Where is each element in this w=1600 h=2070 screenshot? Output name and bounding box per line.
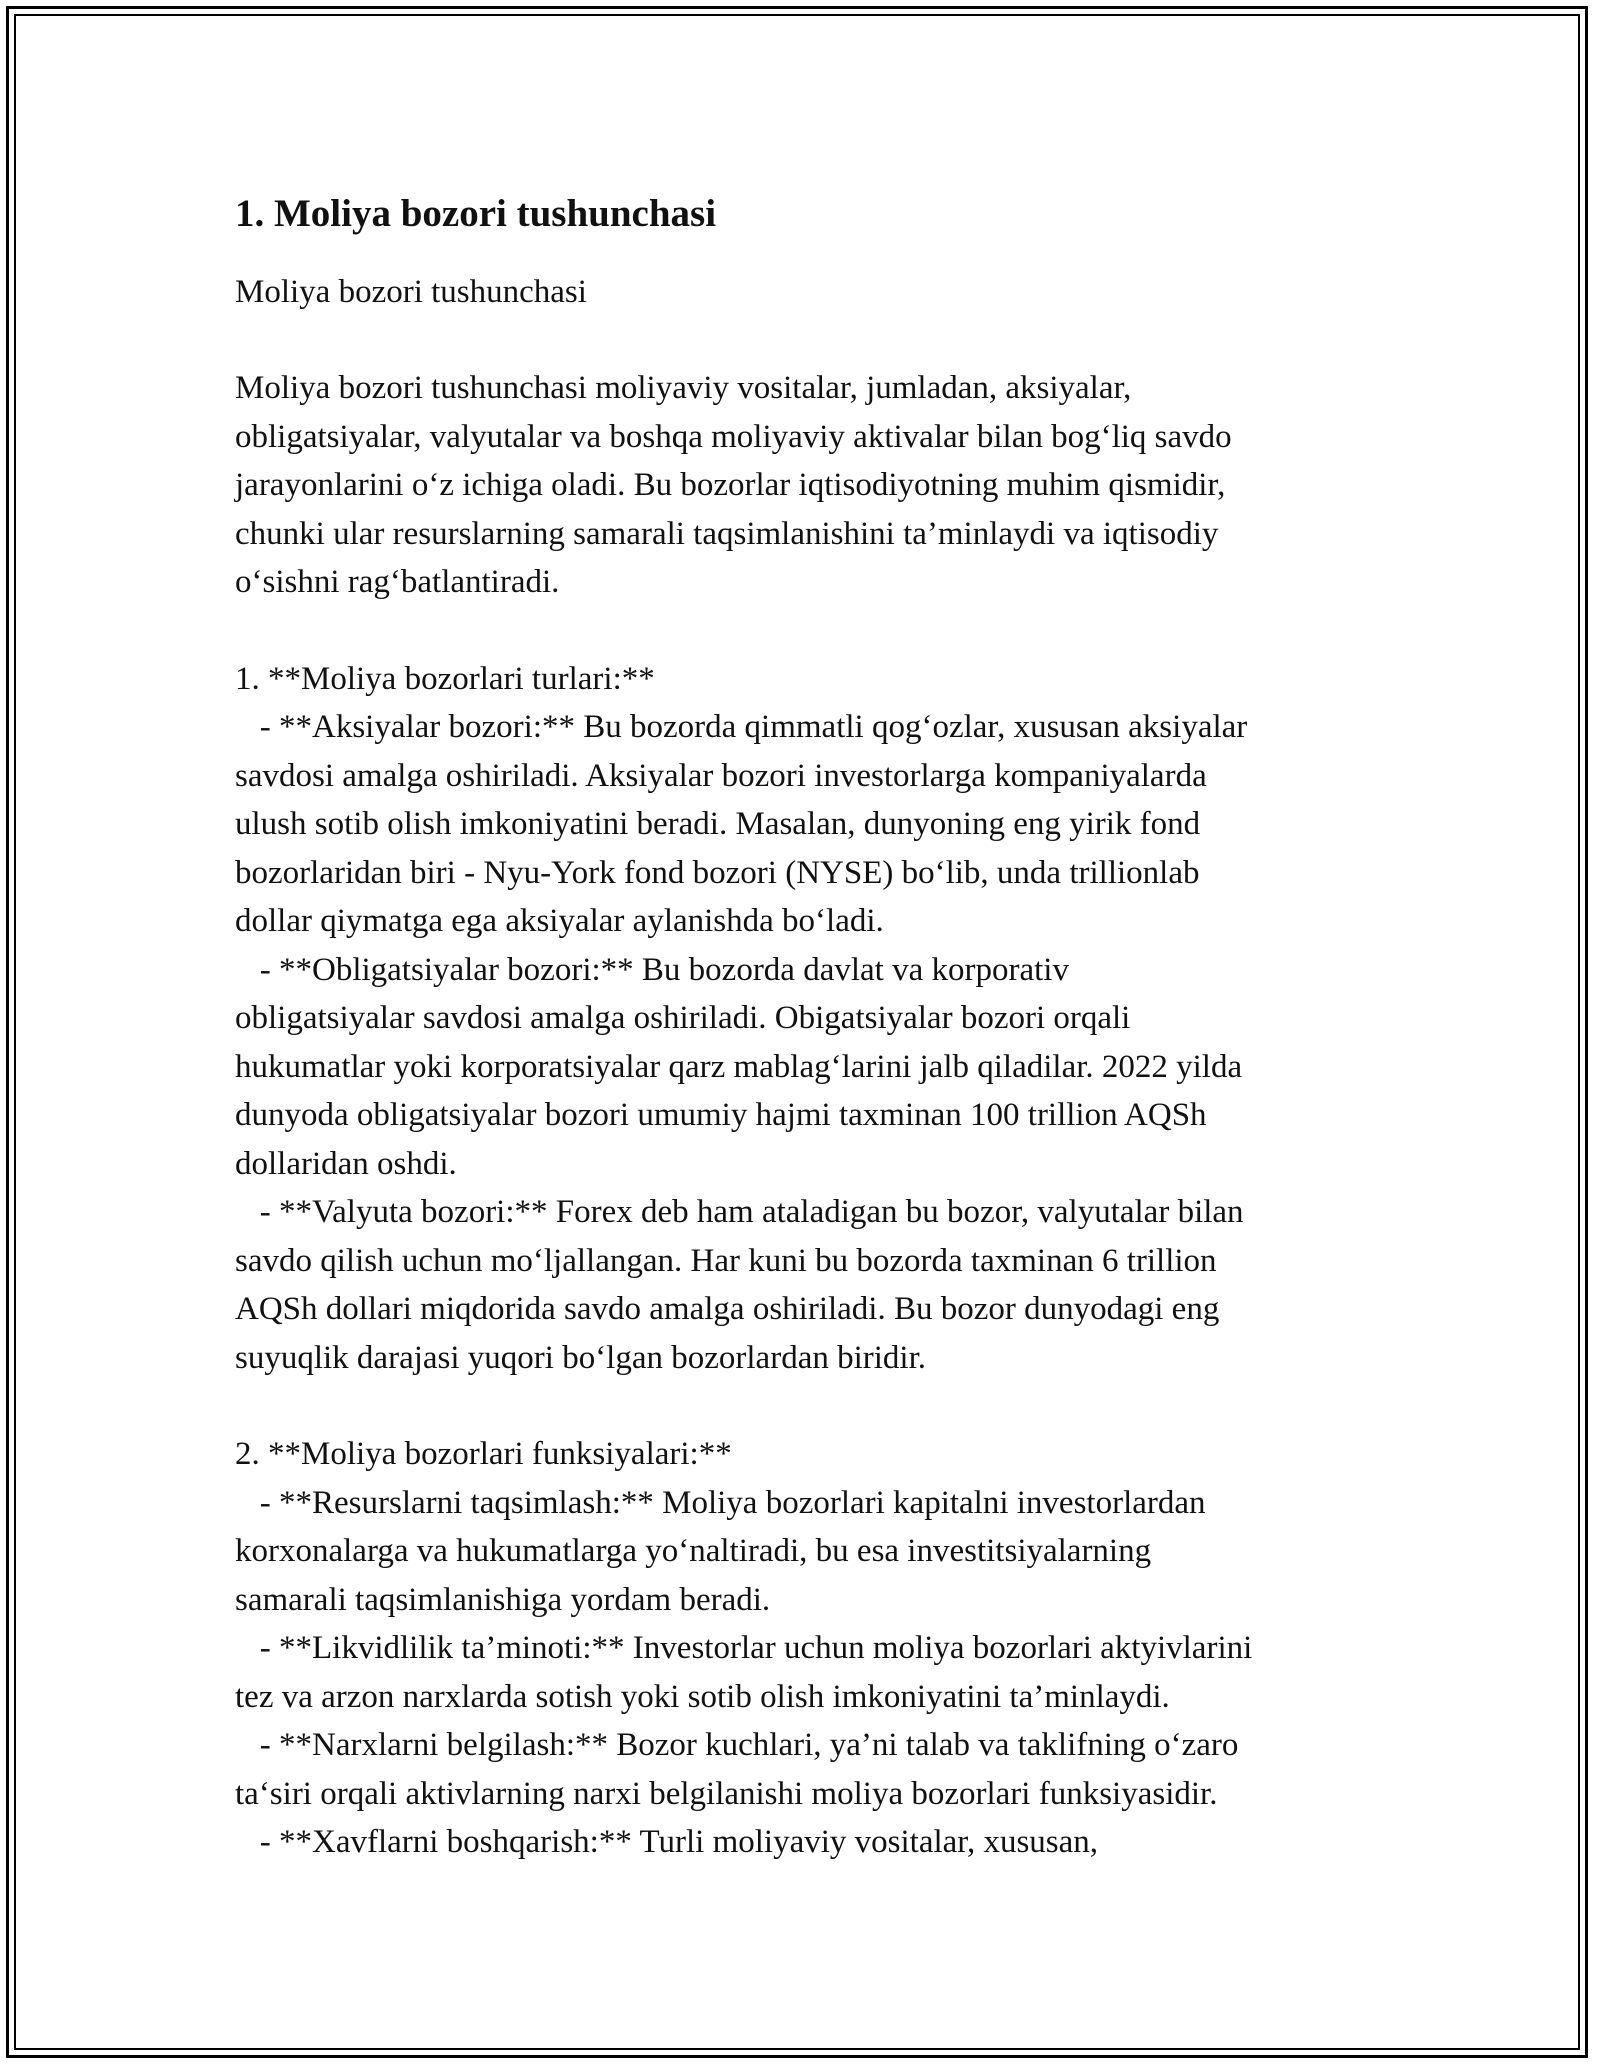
document-body [235, 186, 1385, 1867]
document-heading: 1. Moliya bozori tushunchasi [235, 192, 717, 235]
section-market-functions: 2. **Moliya bozorlari funksiyalari:** - **Resurslarni taqsimlash:** Moliya bozorlari kapitalni investorlardan korxonalarga va hukumatlarga yo‘naltiradi, bu esa investitsiyalarning samarali taqsimlanishiga yordam beradi. - **Likvidlilik ta’minoti:** Investorlar uchun moliya bozorlari aktyivlarini tez va arzon narxlarda sotish yoki sotib olish imkoniyatini ta’minlaydi. - **Narxlarni belgilash:** Bozor kuchlari, ya’ni talab va taklifning o‘zaro ta‘siri orqali aktivlarning narxi belgilanishi moliya bozorlari funksiyasidir. - **Xavflarni boshqarish:** Turli moliyaviy vositalar, xususan, [235, 1436, 1253, 1860]
section-market-types: 1. **Moliya bozorlari turlari:** - **Aksiyalar bozori:** Bu bozorda qimmatli qog‘ozlar, xususan aksiyalar savdosi amalga oshiriladi. Aksiyalar bozori investorlarga kompaniyalarda ulush sotib olish imkoniyatini beradi. Masalan, dunyoning eng yirik fond bozorlaridan biri - Nyu-York fond bozori (NYSE) bo‘lib, unda trillionlab dollar qiymatga ega aksiyalar aylanishda bo‘ladi. - **Obligatsiyalar bozori:** Bu bozorda davlat va korporativ obligatsiyalar savdosi amalga oshiriladi. Obigatsiyalar bozori orqali hukumatlar yoki korporatsiyalar qarz mablag‘larini jalb qiladilar. 2022 yilda dunyoda obligatsiyalar bozori umumiy hajmi taxminan 100 trillion AQSh dollaridan oshdi. - **Valyuta bozori:** Forex deb ham ataladigan bu bozor, valyutalar bilan savdo qilish uchun mo‘ljallangan. Har kuni bu bozorda taxminan 6 trillion AQSh dollari miqdorida savdo amalga oshiriladi. Bu bozor dunyodagi eng suyuqlik darajasi yuqori bo‘lgan bozorlardan biridir. [235, 660, 1248, 1376]
document-subtitle: Moliya bozori tushunchasi [235, 274, 587, 310]
intro-paragraph: Moliya bozori tushunchasi moliyaviy vositalar, jumladan, aksiyalar, obligatsiyalar, valyutalar va boshqa moliyaviy aktivalar bilan bog‘liq savdo jarayonlarini o‘z ichiga oladi. Bu bozorlar iqtisodiyotning muhim qismidir, chunki ular resurslarning samarali taqsimlanishini ta’minlaydi va iqtisodiy o‘sishni rag‘batlantiradi. [235, 370, 1232, 600]
